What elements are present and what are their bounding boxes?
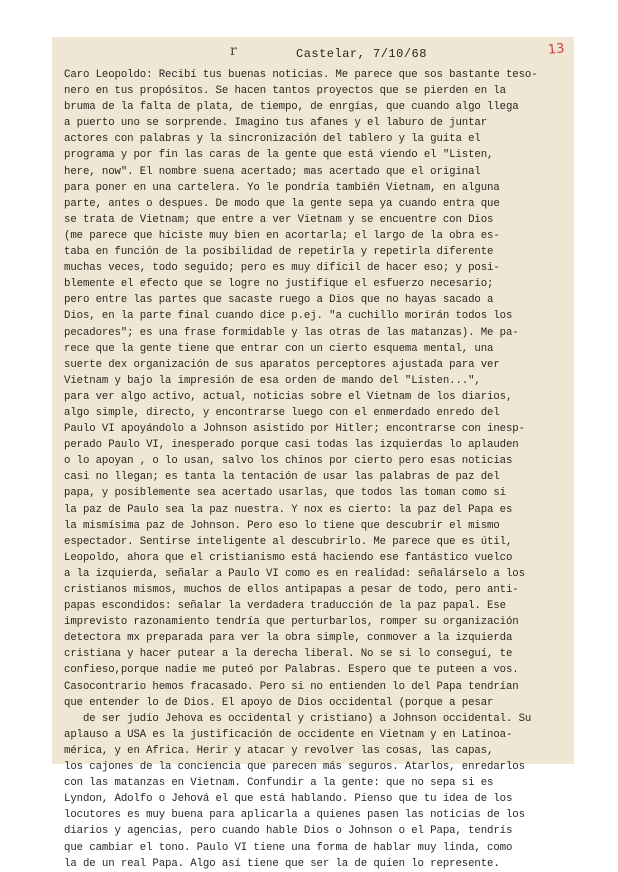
letter-line: Lyndon, Adolfo o Jehová el que está hablando. Pienso que tu idea de los [64, 793, 513, 806]
letter-line: Dios, en la parte final cuando dice p.ej. "a cuchillo morirán todos los [64, 310, 513, 323]
letter-line: de ser judío Jehova es occidental y cristiano) a Johnson occidental. Su [64, 712, 532, 725]
letter-line: para poner en una cartelera. Yo le pondría también Vietnam, en alguna [64, 181, 500, 194]
letter-line: Leopoldo, ahora que el cristianismo está haciendo ese fantástico vuelco [64, 551, 513, 564]
letter-line: Casocontrario hemos fracasado. Pero si no entienden lo del Papa tendrían [64, 680, 519, 693]
letter-line: pero entre las partes que sacaste ruego a Dios que no hayas sacado a [64, 294, 494, 307]
letter-line: actores con palabras y la sincronización del tablero y la guita el [64, 133, 481, 146]
letter-line: papa, y posiblemente sea acertado usarlas, que todos las toman como si [64, 487, 506, 500]
place-date: Castelar, 7/10/68 [296, 47, 427, 61]
letter-line: para ver algo activo, actual, noticias sobre el Vietnam de los diarios, [64, 390, 513, 403]
letter-line: imprevisto razonamiento tendría que perturbarlos, romper su organización [64, 616, 519, 629]
letter-line: Paulo VI apoyándolo a Johnson asistido por Hitler; encontrarse con inesp- [64, 423, 525, 436]
letter-line: se trata de Vietnam; que entre a ver Vietnam y se encuentre con Dios [64, 213, 494, 226]
letter-line: rece que la gente tiene que entrar con un cierto esquema mental, una [64, 342, 494, 355]
letter-line: detectora mx preparada para ver la obra simple, conmover a la izquierda [64, 632, 513, 645]
letter-line: aplauso a USA es la justificación de occidente en Vietnam y en Latinoa- [64, 728, 513, 741]
letter-body [64, 67, 570, 872]
letter-line: Caro Leopoldo: Recibí tus buenas noticias. Me parece que sos bastante teso- [64, 69, 538, 81]
letter-line: diarios y agencias, pero cuando hable Dios o Johnson o el Papa, tendrís [64, 825, 513, 838]
letter-line: a la izquierda, señalar a Paulo VI como es en realidad: señalárselo a los [64, 567, 525, 580]
letter-line: bruma de la falta de plata, de tiempo, de enrgías, que cuando algo llega [64, 101, 519, 114]
letter-line: muchas veces, todo seguido; pero es muy difícil de hacer eso; y posi- [64, 262, 500, 275]
letter-line: parte, antes o despues. De modo que la gente sepa ya cuando entra que [64, 197, 500, 210]
letter-line: algo simple, directo, y encontrarse luego con el enmerdado enredo del [64, 406, 500, 419]
letter-line: blemente el efecto que se logre no justifique el esfuerzo necesario; [64, 278, 494, 291]
letter-line: perado Paulo VI, inesperado porque casi todas las izquierdas lo aplauden [64, 439, 519, 452]
letter-line: taba en función de la posibilidad de repetirla y repetirla diferente [64, 246, 494, 259]
letter-line: here, now". El nombre suena acertado; mas acertado que el original [64, 165, 481, 178]
letter-line: confieso,porque nadie me puteó por Palabras. Espero que te puteen a vos. [64, 664, 519, 677]
letter-line: que entender lo de Dios. El apoyo de Dios occidental (porque a pesar [64, 696, 494, 709]
letter-line: casi no llegan; es tanta la tentación de usar las palabras de paz del [64, 471, 500, 484]
letter-line: cristianos mismos, muchos de ellos antipapas a pesar de todo, pero anti- [64, 584, 519, 596]
letter-line: locutores es muy buena para aplicarla a quienes pasen las noticias de los [64, 809, 525, 822]
letter-line: la paz de Paulo sea la paz nuestra. Y nox es cierto: la paz del Papa es [64, 503, 513, 516]
letter-line: nero en tus propósitos. Se hacen tantos proyectos que se pierden en la [64, 85, 506, 98]
letter-line: la de un real Papa. Algo así tiene que ser la de quien lo represente. [64, 857, 500, 870]
letter-line: pecadores"; es una frase formidable y las otras de las matanzas). Me pa- [64, 326, 519, 339]
letter-line: espectador. Sentirse inteligente al descubrirlo. Me parece que es útil, [64, 535, 513, 548]
letter-line: con las matanzas en Vietnam. Confundir a la gente: que no sepa si es [64, 777, 494, 790]
letter-line: los cajones de la conciencia que parecen más seguros. Atarlos, enredarlos [64, 761, 525, 774]
letter-line: o lo apoyan , o lo usan, salvo los chinos por cierto pero esas noticias [64, 455, 513, 468]
page-number: 13 [547, 41, 566, 58]
letter-line: la mismísima paz de Johnson. Pero eso lo tiene que descubrir el mismo [64, 519, 500, 532]
letter-page [52, 37, 574, 870]
letter-line: papas escondidos: señalar la verdadera traducción de la paz papal. Ese [64, 600, 506, 613]
letter-line: Vietnam y bajo la impresión de esa orden de mando del "Listen...", [64, 374, 481, 387]
pen-mark: r [230, 43, 237, 59]
letter-line: a puerto uno se sorprende. Imagino tus afanes y el laburo de juntar [64, 117, 488, 130]
letter-line: programa y por fin las caras de la gente que está viendo el "Listen, [64, 149, 494, 162]
letter-line: suerte dex organización de sus aparatos perceptores ajustada para ver [64, 358, 500, 371]
letter-line: (me parece que hiciste muy bien en acortarla; el largo de la obra es- [64, 229, 500, 242]
letter-line: mérica, y en Africa. Herir y atacar y revolver las cosas, las capas, [64, 744, 494, 757]
letter-line: cristiana y hacer putear a la derecha liberal. No se si lo conseguí, te [64, 648, 513, 661]
letter-line: que cambiar el tono. Paulo VI tiene una forma de hablar muy linda, como [64, 841, 513, 854]
